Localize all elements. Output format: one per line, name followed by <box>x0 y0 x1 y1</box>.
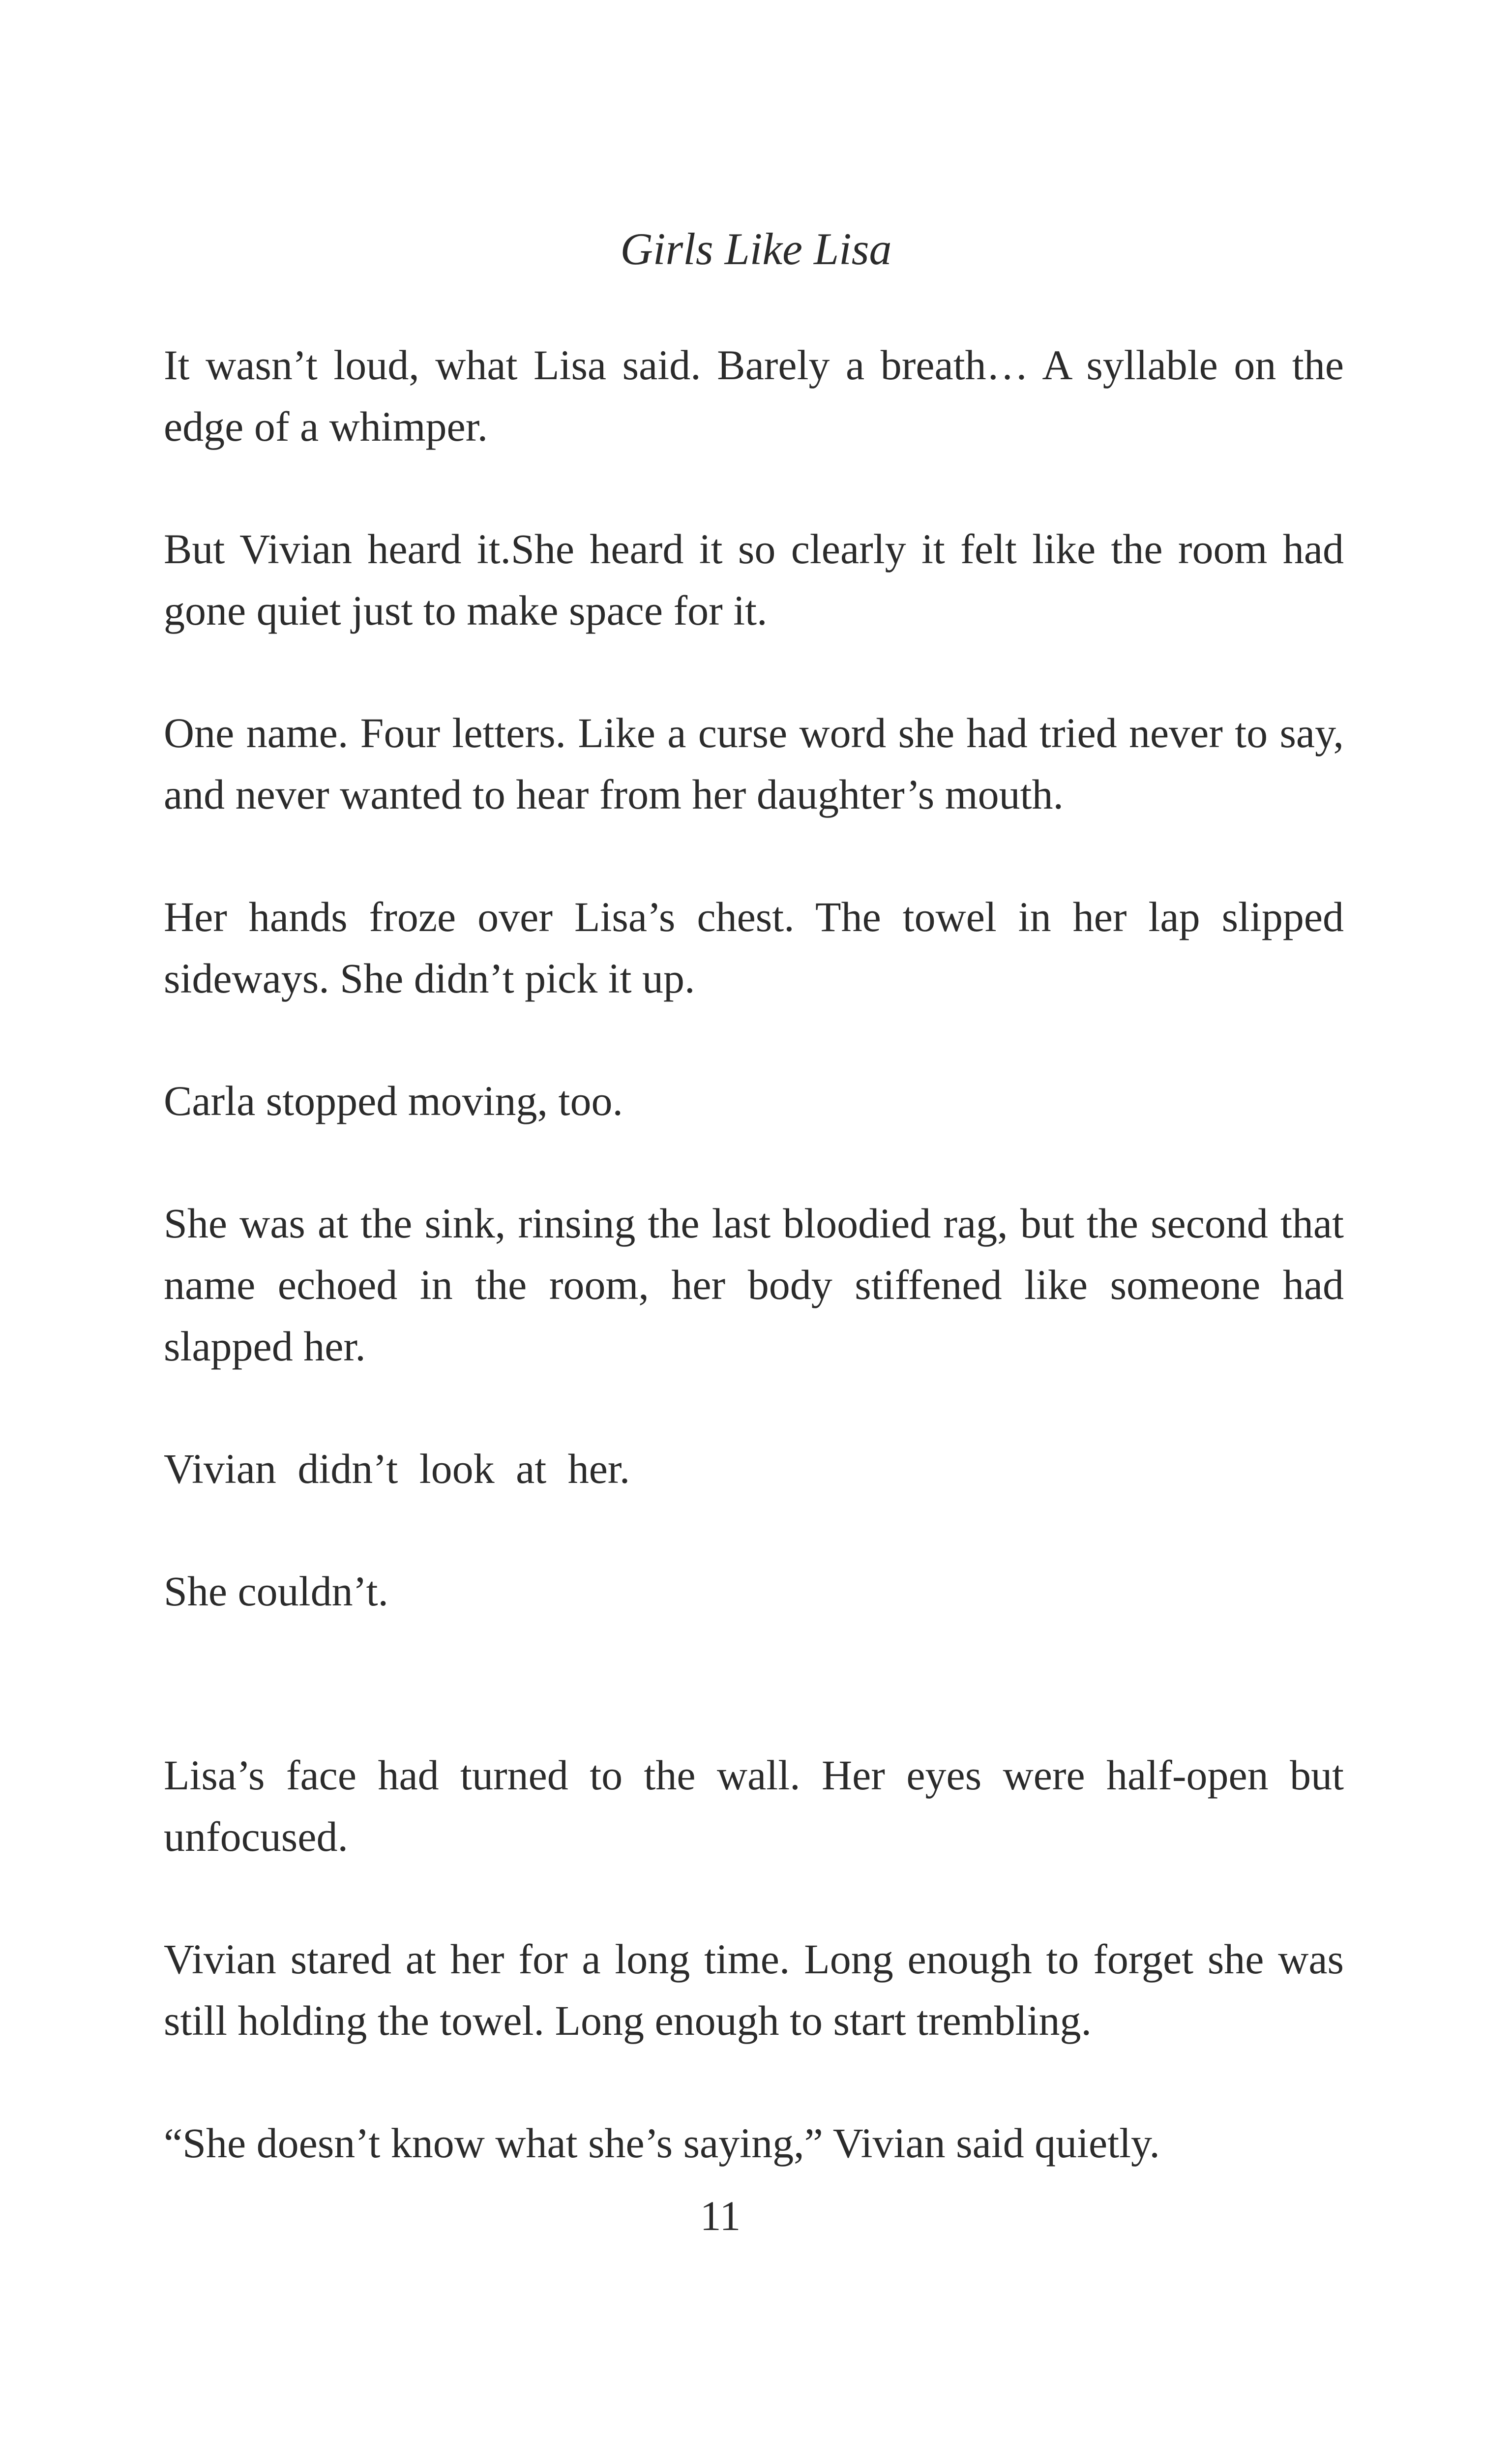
paragraph: One name. Four letters. Like a curse word she had tried never to say, and never wanted to hear from her daughter’s mouth. <box>164 709 1344 818</box>
page-number: 11 <box>700 2192 741 2239</box>
running-head: Girls Like Lisa <box>620 224 892 274</box>
paragraph: Her hands froze over Lisa’s chest. The towel in her lap slipped sideways. She didn’t pick it up. <box>164 893 1344 1002</box>
paragraph: It wasn’t loud, what Lisa said. Barely a breath… A syllable on the edge of a whimper. <box>164 341 1344 450</box>
body-text <box>164 334 1344 2174</box>
paragraph: But Vivian heard it.She heard it so clearly it felt like the room had gone quiet just to make space for it. <box>164 525 1344 634</box>
paragraph: Vivian stared at her for a long time. Long enough to forget she was still holding the towel. Long enough to start trembling. <box>164 1935 1344 2044</box>
paragraph: Lisa’s face had turned to the wall. Her eyes were half-open but unfocused. <box>164 1751 1344 1860</box>
paragraph: Vivian didn’t look at her. <box>164 1445 630 1492</box>
paragraph: She was at the sink, rinsing the last bloodied rag, but the second that name echoed in the room, her body stiffened like someone had slapped her. <box>164 1200 1344 1370</box>
paragraph: She couldn’t. <box>164 1568 389 1615</box>
paragraph: Carla stopped moving, too. <box>164 1077 623 1124</box>
paragraph: “She doesn’t know what she’s saying,” Vivian said quietly. <box>164 2119 1160 2167</box>
